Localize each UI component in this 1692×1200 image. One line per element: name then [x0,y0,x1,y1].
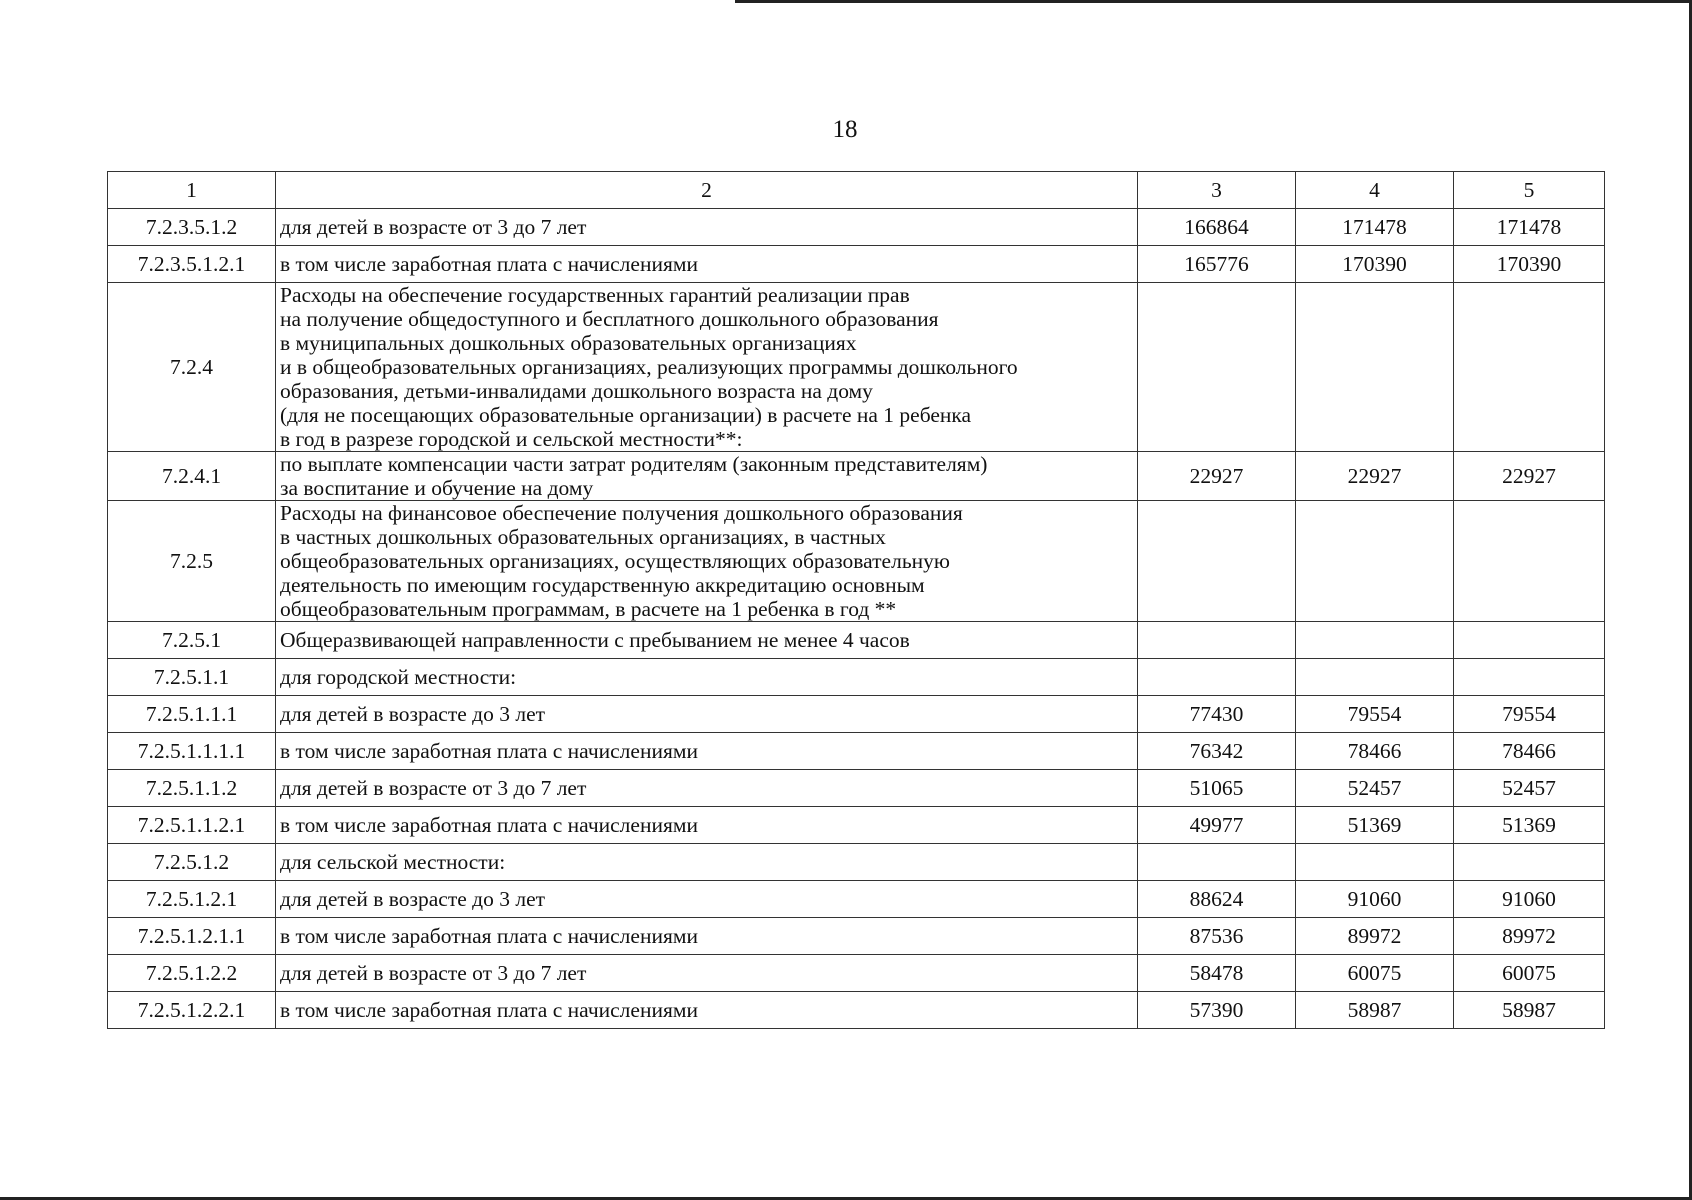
row-value-col4: 79554 [1296,696,1454,733]
column-header-2: 2 [276,172,1138,209]
row-value-col5 [1454,659,1605,696]
column-header-5: 5 [1454,172,1605,209]
row-code: 7.2.5.1.1.1 [108,696,276,733]
row-code: 7.2.3.5.1.2.1 [108,246,276,283]
table-row [108,807,1605,844]
row-description: в том числе заработная плата с начислениями [276,807,1138,844]
row-value-col3: 57390 [1138,992,1296,1029]
row-value-col3 [1138,622,1296,659]
table-row [108,209,1605,246]
row-value-col5: 22927 [1454,452,1605,501]
table-row [108,918,1605,955]
table-row [108,622,1605,659]
row-value-col3 [1138,659,1296,696]
expenses-table [107,171,1605,1029]
row-value-col3: 77430 [1138,696,1296,733]
row-value-col3: 166864 [1138,209,1296,246]
row-value-col4: 58987 [1296,992,1454,1029]
scan-edge-top [735,0,1692,3]
row-description: в том числе заработная плата с начислениями [276,918,1138,955]
row-value-col4 [1296,501,1454,622]
row-value-col5: 79554 [1454,696,1605,733]
row-code: 7.2.5.1.2.1.1 [108,918,276,955]
row-value-col4: 171478 [1296,209,1454,246]
row-code: 7.2.4 [108,283,276,452]
row-description: в том числе заработная плата с начислениями [276,246,1138,283]
row-description: для детей в возрасте от 3 до 7 лет [276,955,1138,992]
table-row [108,659,1605,696]
row-description: в том числе заработная плата с начислениями [276,992,1138,1029]
row-value-col3: 58478 [1138,955,1296,992]
table-row [108,770,1605,807]
row-description: для детей в возрасте от 3 до 7 лет [276,770,1138,807]
row-value-col5: 89972 [1454,918,1605,955]
row-value-col3: 49977 [1138,807,1296,844]
table-row [108,696,1605,733]
row-value-col4 [1296,659,1454,696]
table-header-row [108,172,1605,209]
row-value-col5: 58987 [1454,992,1605,1029]
row-code: 7.2.5.1.1.2 [108,770,276,807]
row-code: 7.2.4.1 [108,452,276,501]
row-code: 7.2.5.1.2.1 [108,881,276,918]
row-description: в том числе заработная плата с начислениями [276,733,1138,770]
row-value-col4: 22927 [1296,452,1454,501]
row-code: 7.2.5.1.1.2.1 [108,807,276,844]
row-value-col4: 60075 [1296,955,1454,992]
table-row [108,246,1605,283]
row-value-col4: 51369 [1296,807,1454,844]
page-number: 18 [832,116,858,143]
row-code: 7.2.5.1.2.2 [108,955,276,992]
row-value-col4: 170390 [1296,246,1454,283]
row-value-col3: 76342 [1138,733,1296,770]
table-row [108,992,1605,1029]
row-value-col5 [1454,844,1605,881]
row-value-col4: 52457 [1296,770,1454,807]
row-value-col5: 170390 [1454,246,1605,283]
row-value-col5: 91060 [1454,881,1605,918]
row-value-col3 [1138,283,1296,452]
table-row [108,733,1605,770]
row-value-col5: 78466 [1454,733,1605,770]
row-description: Расходы на обеспечение государственных гарантий реализации прав на получение общедоступного и бесплатного дошкольного образования в муниципальных дошкольных образовательных организациях и в общеобразовательных организациях, реализующих программы дошкольного образования, детьми-инвалидами дошкольного возраста на дому (для не посещающих образовательные организации) в расчете на 1 ребенка в год в разрезе городской и сельской местности**: [276,283,1138,452]
row-description: для городской местности: [276,659,1138,696]
row-code: 7.2.5.1.1 [108,659,276,696]
column-header-1: 1 [108,172,276,209]
row-value-col4: 89972 [1296,918,1454,955]
row-description: Общеразвивающей направленности с пребыванием не менее 4 часов [276,622,1138,659]
row-value-col4 [1296,844,1454,881]
table-row [108,501,1605,622]
row-value-col4 [1296,622,1454,659]
row-value-col3 [1138,501,1296,622]
row-value-col5 [1454,501,1605,622]
row-description: для сельской местности: [276,844,1138,881]
row-value-col5 [1454,622,1605,659]
row-value-col5: 171478 [1454,209,1605,246]
row-value-col3 [1138,844,1296,881]
row-description: по выплате компенсации части затрат родителям (законным представителям) за воспитание и обучение на дому [276,452,1138,501]
row-value-col5: 52457 [1454,770,1605,807]
row-code: 7.2.5 [108,501,276,622]
row-code: 7.2.5.1.2.2.1 [108,992,276,1029]
row-value-col4 [1296,283,1454,452]
column-header-3: 3 [1138,172,1296,209]
table-row [108,881,1605,918]
row-description: для детей в возрасте от 3 до 7 лет [276,209,1138,246]
row-value-col4: 91060 [1296,881,1454,918]
row-description: Расходы на финансовое обеспечение получения дошкольного образования в частных дошкольных образовательных организациях, в частных общеобразовательных организациях, осуществляющих образовательную деятельность по имеющим государственную аккредитацию основным общеобразовательным программам, в расчете на 1 ребенка в год ** [276,501,1138,622]
table-row [108,844,1605,881]
row-value-col5 [1454,283,1605,452]
table-row [108,955,1605,992]
row-value-col3: 165776 [1138,246,1296,283]
row-description: для детей в возрасте до 3 лет [276,881,1138,918]
row-value-col5: 60075 [1454,955,1605,992]
row-value-col3: 87536 [1138,918,1296,955]
table-row [108,452,1605,501]
row-value-col3: 88624 [1138,881,1296,918]
row-code: 7.2.3.5.1.2 [108,209,276,246]
row-code: 7.2.5.1.2 [108,844,276,881]
row-value-col5: 51369 [1454,807,1605,844]
table-row [108,283,1605,452]
row-code: 7.2.5.1.1.1.1 [108,733,276,770]
row-value-col3: 51065 [1138,770,1296,807]
column-header-4: 4 [1296,172,1454,209]
row-value-col3: 22927 [1138,452,1296,501]
row-code: 7.2.5.1 [108,622,276,659]
row-value-col4: 78466 [1296,733,1454,770]
row-description: для детей в возрасте до 3 лет [276,696,1138,733]
